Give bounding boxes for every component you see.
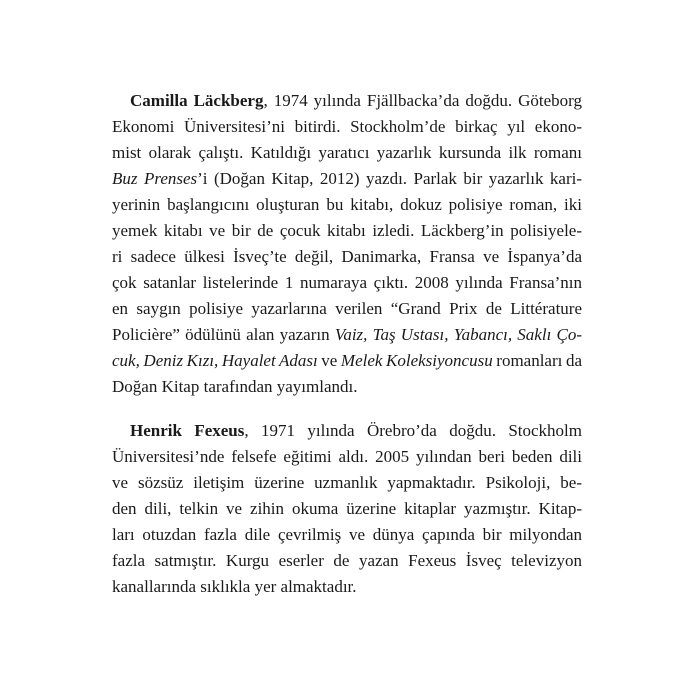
bio-line: Buz Prenses’i (Doğan Kitap, 2012) yazdı. Parlak bir yazarlık kari- (112, 169, 582, 188)
author-name: Henrik Fexeus (130, 421, 245, 440)
bio-line: yemek kitabı ve bir de çocuk kitabı izledi. Läckberg’in polisiyele- (112, 221, 582, 240)
bio-line: Policière” ödülünü alan yazarın Vaiz, Taş Ustası, Yabancı, Saklı Ço- (112, 325, 582, 344)
book-titles: Vaiz, Taş Ustası, Yabancı, Saklı Ço- (334, 325, 582, 344)
bio-line: Henrik Fexeus, 1971 yılında Örebro’da doğdu. Stockholm (130, 421, 582, 440)
bio-line: mist olarak çalıştı. Katıldığı yaratıcı yazarlık kursunda ilk romanı (112, 143, 582, 162)
bio-line: Ekonomi Üniversitesi’ni bitirdi. Stockholm’de birkaç yıl ekono- (112, 117, 582, 136)
author-bio-fexeus (112, 418, 582, 600)
book-title: Buz Prenses (112, 169, 198, 188)
bio-line: ri sadece ülkesi İsveç’te değil, Danimarka, Fransa ve İspanya’da (112, 247, 582, 266)
bio-line: kanallarında sıklıkla yer almaktadır. (112, 577, 357, 596)
bio-line: fazla satmıştır. Kurgu eserler de yazan Fexeus İsveç televizyon (112, 551, 582, 570)
bio-line: çok satanlar listelerinde 1 numaraya çıktı. 2008 yılında Fransa’nın (112, 273, 582, 292)
bio-line: Camilla Läckberg, 1974 yılında Fjällbacka’da doğdu. Göteborg (130, 91, 582, 110)
book-titles: cuk, Deniz Kızı, Hayalet Adası (112, 351, 318, 370)
bio-line: Üniversitesi’nde felsefe eğitimi aldı. 2005 yılından beri beden dili (112, 447, 582, 466)
bio-line: den dili, telkin ve zihin okuma üzerine kitaplar yazmıştır. Kitap- (112, 499, 582, 518)
author-bio-lackberg (112, 88, 582, 400)
bio-line: cuk, Deniz Kızı, Hayalet Adası ve Melek Koleksiyoncusu romanları da (112, 351, 582, 370)
bio-line: yerinin başlangıcını oluşturan bu kitabı, dokuz polisiye roman, iki (112, 195, 582, 214)
bio-line: ları otuzdan fazla dile çevrilmiş ve dünya çapında bir milyondan (112, 525, 582, 544)
bio-line: en saygın polisiye yazarlarına verilen “Grand Prix de Littérature (112, 299, 582, 318)
bio-line: ve sözsüz iletişim üzerine uzmanlık yapmaktadır. Psikoloji, be- (112, 473, 582, 492)
bio-line: Doğan Kitap tarafından yayımlandı. (112, 377, 358, 396)
author-name: Camilla Läckberg (130, 91, 264, 110)
book-title: Melek Koleksiyoncusu (340, 351, 493, 370)
